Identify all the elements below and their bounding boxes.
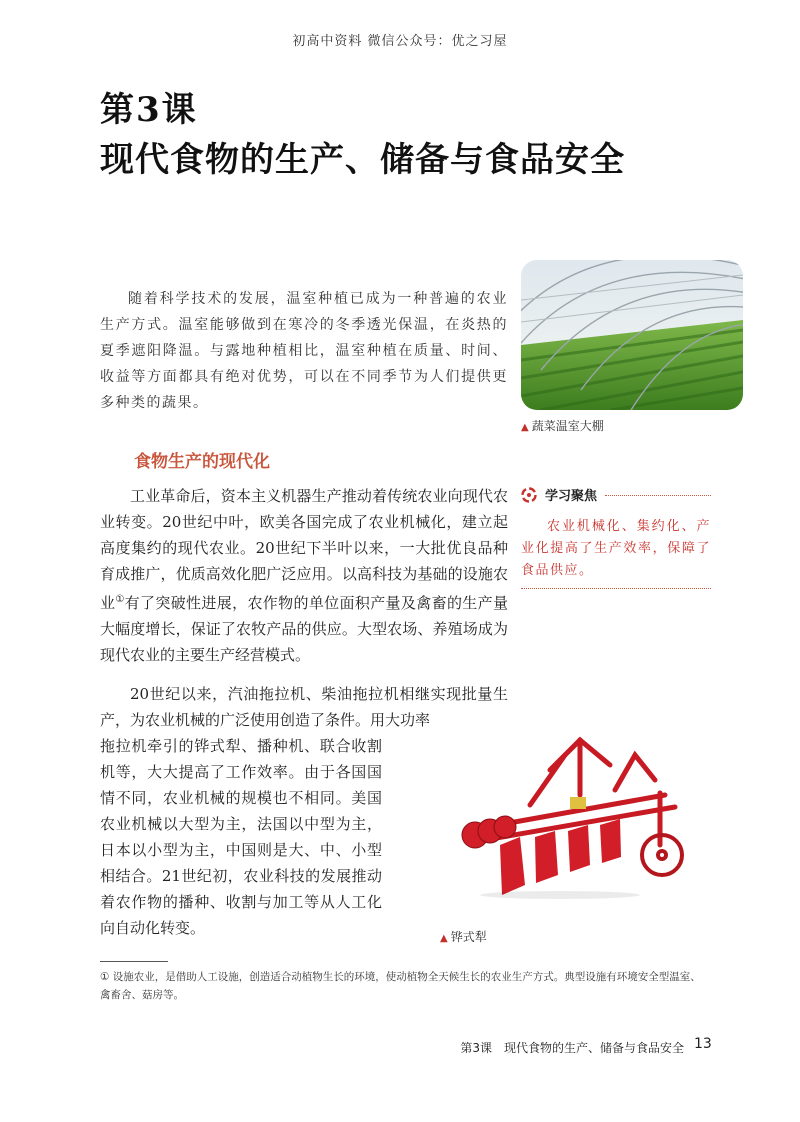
intro-paragraph: 随着科学技术的发展，温室种植已成为一种普遍的农业生产方式。温室能够做到在寒冷的冬季透光保温，在炎热的夏季遮阳降温。与露地种植相比，温室种植在质量、时间、收益等方面都具有绝对优势，可以在不同季节为人们提供更多种类的蔬果。 bbox=[100, 291, 508, 411]
greenhouse-caption bbox=[521, 417, 604, 434]
section-heading: 食物生产的现代化 bbox=[134, 452, 270, 472]
lesson-number: 第3课 bbox=[100, 90, 198, 130]
study-focus-header bbox=[521, 485, 711, 504]
study-focus-text: 农业机械化、集约化、产业化提高了生产效率，保障了食品供应。 bbox=[521, 519, 711, 578]
caption-triangle-icon: ▲ bbox=[521, 422, 529, 433]
caption-triangle-icon: ▲ bbox=[440, 933, 448, 944]
plough-caption bbox=[440, 928, 487, 945]
greenhouse-photo bbox=[521, 260, 743, 410]
footer-lesson-title: 第3课 现代食物的生产、储备与食品安全 bbox=[460, 1041, 684, 1055]
plough-caption-text: 铧式犁 bbox=[450, 930, 487, 944]
page-header-source: 初高中资料 微信公众号：优之习屋 bbox=[292, 34, 508, 49]
body-paragraph-1 bbox=[100, 483, 508, 668]
body-paragraph-2-narrow: 拖拉机牵引的铧式犁、播种机、联合收割机等，大大提高了工作效率。由于各国国情不同，农业机械的规模也不相同。美国农业机械以大型为主，法国以中型为主，日本以小型为主，中国则是大、中、小型相结合。21世纪初，农业科技的发展推动着农作物的播种、收割与加工等从人工化向自动化转变。 bbox=[100, 737, 382, 937]
footnote: ① 设施农业，是借助人工设施，创造适合动植物生长的环境，使动植物全天候生长的农业生产方式。典型设施有环境安全型温室、禽畜舍、菇房等。 bbox=[100, 971, 701, 1001]
study-focus-box bbox=[521, 485, 711, 589]
paragraph-1-part-b: 有了突破性进展，农作物的单位面积产量及禽畜的生产量大幅度增长，保证了农牧产品的供应。大型农场、养殖场成为现代农业的主要生产经营模式。 bbox=[100, 594, 508, 664]
footnote-divider bbox=[100, 961, 168, 962]
lesson-title: 现代食物的生产、储备与食品安全 bbox=[100, 140, 625, 180]
plough-illustration bbox=[430, 735, 695, 900]
footnote-ref-1: ① bbox=[115, 594, 125, 605]
focus-divider bbox=[605, 495, 711, 496]
study-focus-label: 学习聚焦 bbox=[545, 489, 598, 504]
paragraph-1-part-a: 工业革命后，资本主义机器生产推动着传统农业向现代农业转变。20世纪中叶，欧美各国完成了农业机械化，建立起高度集约的现代农业。20世纪下半叶以来，一大批优良品种育成推广，优质高效化肥广泛应用。以高科技为基础的设施农业 bbox=[100, 487, 508, 612]
greenhouse-caption-text: 蔬菜温室大棚 bbox=[531, 419, 604, 433]
page-number: 13 bbox=[694, 1036, 712, 1052]
body-paragraph-2-wide: 20世纪以来，汽油拖拉机、柴油拖拉机相继实现批量生产，为农业机械的广泛使用创造了条件。用大功率 bbox=[100, 685, 508, 729]
focus-target-icon bbox=[521, 487, 537, 503]
focus-bottom-divider bbox=[521, 588, 711, 589]
